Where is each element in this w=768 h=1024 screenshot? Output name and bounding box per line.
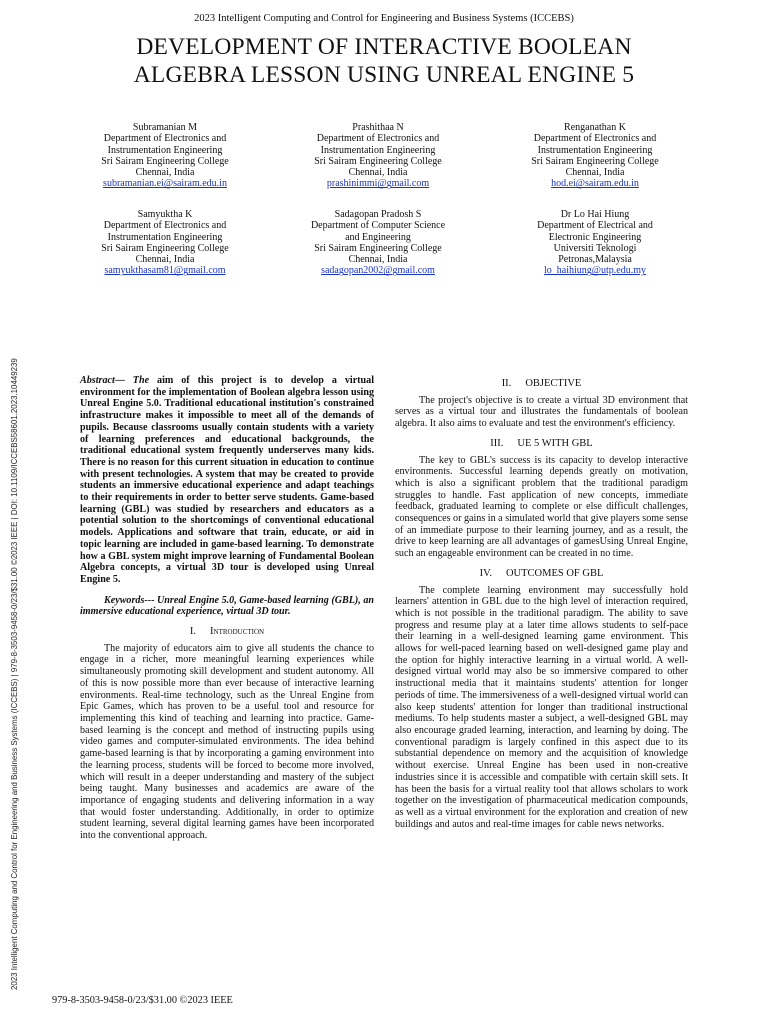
section-heading-objective — [395, 378, 688, 390]
author-card — [70, 209, 260, 277]
author-dept: Department of Electronics and — [533, 133, 657, 145]
author-dept: Department of Electronics and — [316, 133, 440, 145]
section-number: II. — [501, 378, 512, 389]
section-number: I. — [189, 626, 197, 638]
author-institution: Sri Sairam Engineering College — [531, 155, 659, 167]
section-number: IV. — [479, 567, 492, 579]
paper-title — [60, 33, 708, 89]
author-card — [500, 209, 690, 277]
author-email-link[interactable]: lo_haihiung@utp.edu.my — [544, 265, 646, 277]
copyright-footer: 979-8-3503-9458-0/23/$31.00 ©2023 IEEE — [52, 995, 233, 1006]
abstract-lead: Abstract— The — [80, 375, 150, 386]
conference-header: 2023 Intelligent Computing and Control for Engineering and Business Systems (ICCEBS) — [194, 13, 574, 24]
author-dept: and Engineering — [345, 231, 411, 243]
outcomes-text: The complete learning environment may successfully hold learners' attention in GBL due to the high level of interaction required, which is not possible in the traditional paradigm. The ability to save progress and resume play at a later time allows students to self-pace their learning in a well-designed learning game environment. This allows for well-paced learning based on well-designed game play and the option for highly interactive learning in a virtual world. A well-designed virtual world may also be so immersive compared to other instructional media that it maintains students' attention for longer periods of time. The immersiveness of a well-designed virtual world can also keep students' attention for longer than traditional instructional mediums. To help students master a subject, a well-designed GBL may also encourage graded learning, interaction, and learning by doing. The conventional paradigm is largely confined in this aspect due to its substantial dependence on memory and the acquisition of knowledge without exercise. Unreal Engine has been used in non-creative industries since it is accessible and compatible with certain skill sets. It has been the basis for a virtual reality tool that allows scholars to work together on the investigation of pharmaceutical medication compounds, as well as a virtual environment for the exploration and creation of new buildings and autos and real-time images for cable news networks. — [395, 584, 688, 830]
author-card — [283, 122, 473, 190]
author-dept: Department of Electronics and — [103, 133, 227, 145]
author-institution: Sri Sairam Engineering College — [101, 242, 229, 254]
author-location: Chennai, India — [135, 254, 195, 266]
section-heading-ue5 — [395, 438, 688, 450]
author-location: Chennai, India — [348, 254, 408, 266]
author-email-link[interactable]: hod.ei@sairam.edu.in — [551, 178, 639, 190]
author-location: Chennai, India — [135, 167, 195, 179]
author-email-link[interactable]: subramanian.ei@sairam.edu.in — [103, 178, 227, 190]
section-title: Introduction — [210, 626, 265, 638]
author-dept: Department of Electronics and — [103, 220, 227, 232]
author-institution: Sri Sairam Engineering College — [314, 155, 442, 167]
doi-sidebar: 2023 Intelligent Computing and Control for Engineering and Business Systems (ICCEBS) | 979-8-3503-9458-0/23/$31.00 ©2023 IEEE | DOI: 10.1109/ICCEBS58601.2023.10449239 — [10, 358, 19, 990]
author-name: Renganathan K — [564, 122, 626, 133]
section-number: III. — [490, 437, 504, 449]
left-column — [80, 375, 374, 842]
author-location: Chennai, India — [565, 167, 625, 179]
objective-text: The project's objective is to create a virtual 3D environment that serves as a virtual tour and illustrates the fundamentals of boolean algebra. It also aims to evaluate and test the environment's efficiency. — [395, 394, 688, 430]
title-line-2: ALGEBRA LESSON USING UNREAL ENGINE 5 — [133, 62, 635, 88]
abstract — [80, 375, 374, 586]
author-dept: Instrumentation Engineering — [537, 144, 653, 156]
author-dept: Instrumentation Engineering — [107, 231, 223, 243]
right-column — [395, 375, 688, 830]
section-heading-introduction — [80, 626, 374, 638]
author-email-link[interactable]: prashinimmi@gmail.com — [326, 178, 430, 190]
section-title: OBJECTIVE — [525, 378, 582, 389]
author-dept: Department of Computer Science — [310, 220, 446, 232]
author-name: Prashithaa N — [352, 122, 404, 133]
author-email-link[interactable]: sadagopan2002@gmail.com — [321, 265, 435, 277]
author-dept: Electronic Engineering — [548, 231, 642, 243]
section-title: OUTCOMES OF GBL — [505, 567, 604, 579]
author-name: Samyuktha K — [137, 209, 193, 220]
author-email-link[interactable]: samyukthasam81@gmail.com — [104, 265, 226, 277]
author-institution: Sri Sairam Engineering College — [101, 155, 229, 167]
author-institution: Universiti Teknologi — [553, 242, 637, 254]
abstract-text: aim of this project is to develop a virtual environment for the implementation of Boolean algebra lesson using Unreal Engine 5.0. Traditional educational institution's constrained infrastructure makes it impossible to meet all of the demands of pupils. Because classrooms usually contain students with a variety of learning preferences and educational backgrounds, the traditional educational system frequently underserves many kids. There is no reason for this current situation in education to continue with present technologies. A system that may be created to provide students an immersive educational experience and adapt teachings to their requirements in order to better serve students. Game-based learning (GBL) was studied by researchers and educators as a potential solution to the shortcomings of conventional educational models. Applications and software that train, educate, or aid in topic learning are included in game-based learning. To demonstrate how a GBL system might improve learning of Fundamental Boolean Algebra concepts, a virtual 3D tour is developed using Unreal Engine 5. — [80, 375, 375, 585]
author-location: Chennai, India — [348, 167, 408, 179]
author-card — [70, 122, 260, 190]
introduction-text: The majority of educators aim to give all students the chance to engage in a richer, more meaningful learning experiences while simultaneously promoting skill development and student autonomy. All of this is now possible more than ever because of interactive learning environments. Real-time technology, such as the Unreal Engine from Epic Games, which has proven to be a useful tool and resource for implementing this kind of teaching and learning into practice. Game-based learning is the concept and method of instructing pupils using video games and computer-simulated environments. The idea behind game-based learning is that by incorporating a gaming environment into the learning process, students will be forced to become more involved, which will result in a deeper understanding and mastery of the subject being taught. Many businesses and academics are aware of the importance of engaging students and delivering information in a way that would foster understanding. Additionally, in order to optimize student learning, several digital learning games have been incorporated into the conventional approach. — [80, 642, 374, 842]
author-location: Petronas,Malaysia — [558, 254, 632, 266]
section-title: UE 5 WITH GBL — [517, 437, 593, 449]
author-name: Dr Lo Hai Hiung — [560, 209, 630, 220]
author-dept: Instrumentation Engineering — [107, 144, 223, 156]
author-name: Sadagopan Pradosh S — [334, 209, 422, 220]
author-dept: Instrumentation Engineering — [320, 144, 436, 156]
keywords: Keywords--- Unreal Engine 5.0, Game-based learning (GBL), an immersive educational experience, virtual 3D tour. — [80, 594, 374, 618]
author-dept: Department of Electrical and — [537, 220, 653, 232]
author-card — [500, 122, 690, 190]
ue5-text: The key to GBL's success is its capacity to develop interactive environments. Successful learning depends greatly on motivation, which is also a significant problem that the traditional paradigm struggles to handle. Fast application of new concepts, immediate feedback, graduated learning to complete or else difficult challenges, consequences or gains in a simulated world that give players some sense of an immediate purpose to their learning journey, and as a result, the drive to keep learning are all advantages of gamesUsing Unreal Engine, such an engageable environment can be created in no time. — [395, 454, 688, 560]
author-institution: Sri Sairam Engineering College — [314, 242, 442, 254]
section-heading-outcomes — [395, 568, 688, 580]
author-card — [283, 209, 473, 277]
author-name: Subramanian M — [132, 122, 198, 133]
title-line-1: DEVELOPMENT OF INTERACTIVE BOOLEAN — [136, 34, 632, 60]
